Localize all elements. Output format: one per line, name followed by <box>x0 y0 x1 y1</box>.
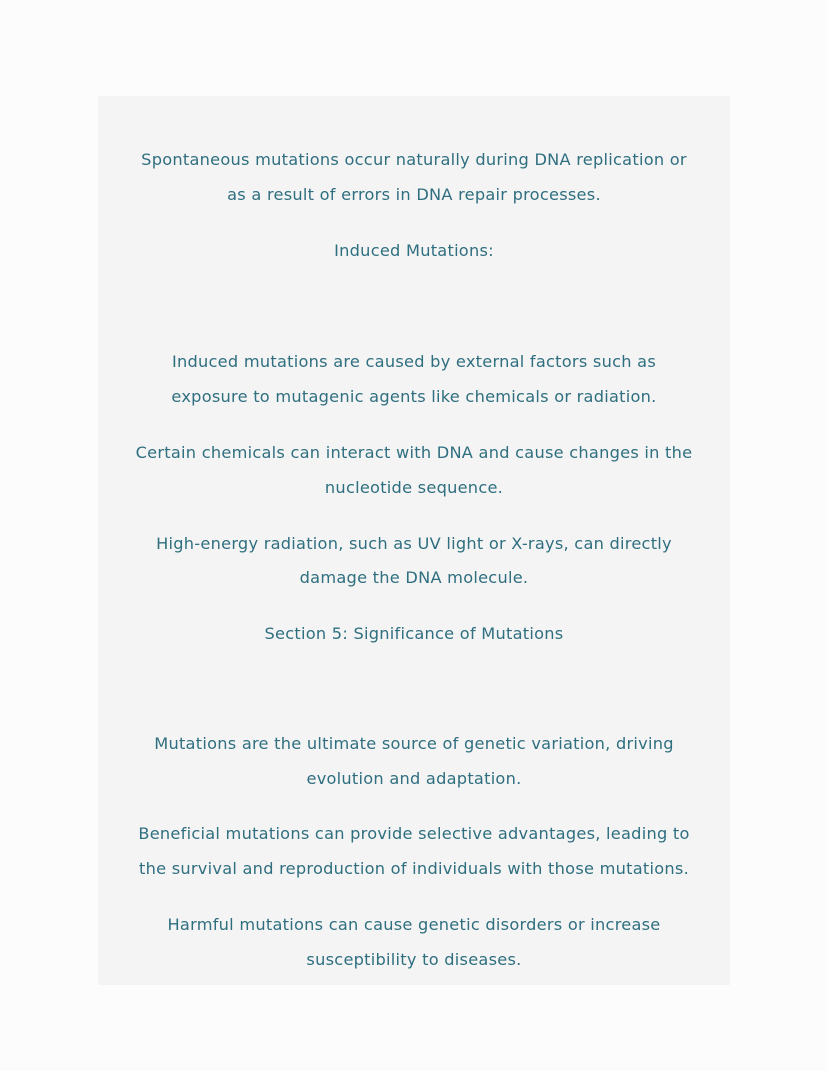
chemical-mutagens-line-1: Certain chemicals can interact with DNA and cause changes in the <box>135 443 693 462</box>
variation-source-line-2: evolution and adaptation. <box>306 769 522 788</box>
beneficial-mutations-line-1: Beneficial mutations can provide selective advantages, leading to <box>138 824 690 843</box>
spontaneous-description-line-1: Spontaneous mutations occur naturally during DNA replication or <box>141 150 687 169</box>
harmful-mutations-line-1: Harmful mutations can cause genetic disorders or increase <box>167 915 661 934</box>
harmful-mutations-line-2: susceptibility to diseases. <box>306 950 522 969</box>
chemical-mutagens-line-2: nucleotide sequence. <box>324 478 504 497</box>
radiation-mutagens-line-2: damage the DNA molecule. <box>299 568 529 587</box>
variation-source-line-1: Mutations are the ultimate source of genetic variation, driving <box>154 734 674 753</box>
beneficial-mutations-line-2: the survival and reproduction of individuals with those mutations. <box>138 859 689 878</box>
induced-mutations-heading: Induced Mutations: <box>334 241 494 260</box>
content-card <box>98 96 730 985</box>
section-5-heading: Section 5: Significance of Mutations <box>264 624 564 643</box>
radiation-mutagens-line-1: High-energy radiation, such as UV light or X-rays, can directly <box>156 534 672 553</box>
induced-description-line-2: exposure to mutagenic agents like chemicals or radiation. <box>171 387 657 406</box>
induced-description-line-1: Induced mutations are caused by external factors such as <box>171 352 657 371</box>
spontaneous-description-line-2: as a result of errors in DNA repair processes. <box>227 185 601 204</box>
